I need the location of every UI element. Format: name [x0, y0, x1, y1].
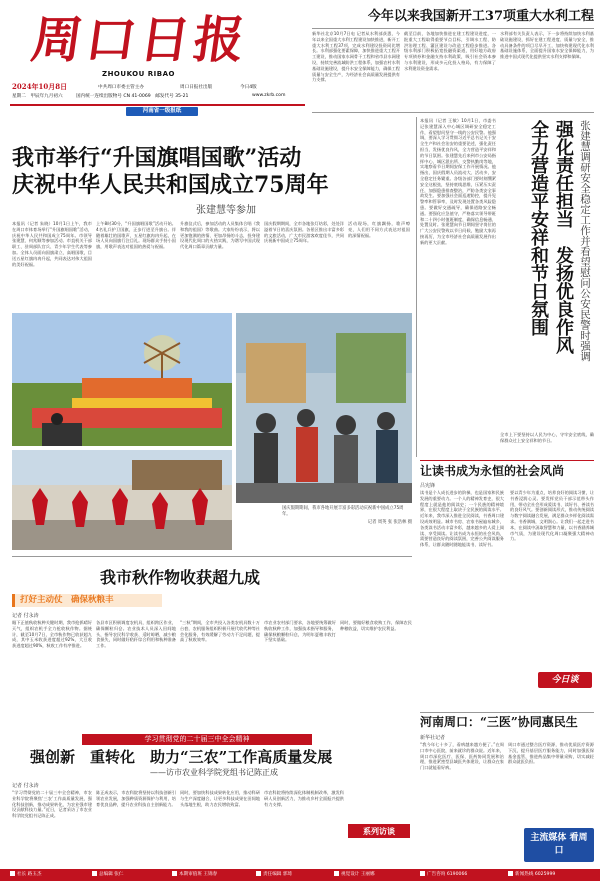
lead-photo-3 [12, 450, 232, 550]
top-right-col-1: 新华社北京10月7日电 记者从水利部获悉，今年以来全国重大水利工程建设加快推进，新开工重大水利工程37项，完成水利建设投资同比增长。水利部强化要素保障，加快推进重大工程开工建设，推动国家水网骨干工程和省市县水网建设，持续完善流域防洪工程体系，加强农村水利基础设施建设，提升水安全保障能力，确保工程质量与安全生产，为经济社会高质量发展提供有力支撑。 [312, 31, 400, 83]
footer-item-4: 责任编辑 郭琦 [256, 869, 292, 881]
footer-square-icon [172, 871, 177, 876]
henan-headline: 河南周口：“三医”协同惠民生 [420, 715, 578, 729]
lower-col-1: “学习贯彻党的二十届三中全会精神，市农业科学院将聚焦‘三农’工作高质量发展，强化科技创新，推动成果转化，为农业强市建设贡献科技力量。”近日，记者采访了市农业科学院党组书记陈正成。 [12, 790, 92, 819]
essay-byline: 吕宪锋 [420, 483, 436, 489]
right-vertical-headline-2: 全力营造平安祥和节日氛围 [528, 120, 549, 336]
right-col-text-2: 全市上下要坚持以人民为中心，守牢安全底线，确保群众过上安全祥和的节日。 [500, 432, 594, 443]
harvest-headline: 我市秋作物收获超九成 [100, 568, 261, 587]
harvest-banner-label: 打好主动仗 确保秋粮丰 [20, 595, 114, 605]
masthead-tag-3: 今日4版 [240, 85, 257, 90]
right-vertical-headline-1: 强化责任担当 发扬优良作风 [553, 120, 574, 354]
lead-col-3: 升旗仪式后，参加活动的人员集体合唱《我和我的祖国》等歌曲。大家纷纷表示，将以更加饱满的热情、更加昂扬的斗志，投身建设现代化周口的火热实践，为谱写中国式现代化周口篇章贡献力量。 [180, 221, 260, 250]
top-right-rule [312, 28, 594, 29]
harvest-byline: 记者 付永涛 [12, 613, 39, 619]
lead-col-5: 活动现场，红旗飘扬，歌声嘹亮，人们用不同方式表达对祖国的深情祝福。 [348, 221, 410, 238]
right-column-divider [416, 117, 417, 457]
harvest-col-2: 各县市区积极调度农机具，组织跨区作业，确保颗粒归仓。农业技术人员深入田间地头，指导农民科学收获、适时晾晒，减少粮食损失，同时做好秸秆综合利用和秋种准备工作。 [96, 620, 176, 649]
lead-byline: 张建慧等参加 [196, 205, 256, 216]
henan-byline: 新华社记者 [420, 735, 446, 741]
masthead-date: 2024年10月8日 [12, 82, 68, 91]
photo-crowd [236, 313, 412, 503]
lead-headline-1: 我市举行“升国旗唱国歌”活动 [12, 145, 302, 171]
henan-col-1: “我今年七十多了，看病越来越方便了。”在周口市中心医院，前来就诊的群众说。近年来，周口市深化医疗、医保、医药协同发展和治理，推进紧密型县域医共体建设，让群众在家门口就能看好病。 [420, 742, 504, 771]
lower-headline: 强创新 重转化 助力“三农”工作高质量发展 [30, 748, 333, 766]
lead-photo-credit: 记者 周英 张 张浩林 摄 [367, 520, 412, 525]
masthead-pinyin: ZHOUKOU RIBAO [102, 70, 175, 78]
lead-photo-2 [236, 313, 412, 503]
lead-col-2: 上午8时30分，“升国旗唱国歌”活动开始。4名礼兵护卫国旗，正步行进至升旗台。伴随着雄壮的国歌声，五星红旗冉冉升起，在场人员向国旗行注目礼。现场群众手持小国旗，用歌声表达对祖国的热爱与祝福。 [96, 221, 176, 250]
essay-col-2: 要以青少年为重点，培养良好的阅读习惯，让书香浸润心灵。要发挥党员干部示范带头作用，带动全社会形成爱读书、读好书、善读书的良好风气。要创新阅读形式，推动传统阅读与数字阅读融合发展，满足群众多样化阅读需求。书香满城，文明润心。让我们一起走进书本，在阅读中汲取智慧和力量，以书香涵养城市气质，为建设现代化周口凝聚强大精神动力。 [510, 490, 594, 542]
lower-byline: 记者 付永涛 [12, 783, 39, 789]
essay-headline: 让读书成为永恒的社会风尚 [420, 464, 565, 478]
lead-photo-1 [12, 313, 232, 446]
harvest-col-1: 眼下正值秋收秋种关键时期，我市抢抓晴好天气，组织农机手全力抢收秋作物。据统计，截至10月7日，全市秋作物已收获超九成，其中玉米收获进度超过92%，大豆收获进度超过90%，秋收工作有序推进。 [12, 620, 92, 649]
harvest-col-3: “三秋”期间，全市共投入各类农机具数十万台套，农机服务组织积极开展代收代种等社会化服务，有效缓解了劳动力不足问题，提高了秋收效率。 [180, 620, 260, 643]
masthead [10, 6, 305, 106]
lower-subhead: ——访市农业科学院党组书记陈正成 [150, 768, 278, 777]
footer-item-3: 本期审值班 王锦春 [172, 869, 217, 881]
masthead-weekday: 星期二 甲辰年九月初六 [12, 94, 63, 99]
essay-col-1: 读书是个人成长进步的阶梯，也是国家和民族发展的重要动力。一个人的精神发育史，很大程度上就是他的阅读史；一个民族的精神境界，在很大程度上取决于全民族的阅读水平。近年来，我市深入推进全民阅读，书香周口建设成效明显。城市书房、农家书屋遍布城乡，各类读书活动丰富多彩，越来越多的人爱上阅读、享受阅读。让读书成为永恒的社会风尚，需要营造良好的阅读氛围，完善公共阅读服务体系，让群众随时随地能读书、读好书。 [420, 490, 504, 548]
masthead-issn: 国内统一连续出版物号 CN 41-0069 邮发代号 35-21 [76, 94, 189, 99]
footer-item-2: 总编辑 张仁 [92, 869, 123, 881]
masthead-tag-2: 周口日报社出版 [180, 85, 213, 90]
footer-item-1: 社长 路玉杰 [10, 869, 41, 881]
top-right-col-3: 水利部有关负责人表示，下一步将持续加快水利基础设施建设，抓好在建工程进度、质量与安全，推动具备条件的项目尽早开工，加快构建现代化水利基础设施体系，全面提升国家水安全保障能力，为推进中国式现代化提供坚实水利支撑和保障。 [500, 31, 594, 60]
footer-square-icon [92, 871, 97, 876]
masthead-tag-1: 中共周口市委主管主办 [98, 85, 144, 90]
photo-dancers [12, 450, 232, 550]
top-right-col-2: 截至目前，各地加快推进在建工程建设进度，一批重大工程取得重要节点目标，引调水工程、防洪治理工程、灌区建设与改造工程稳步推进。各级水利部门积极拓宽投融资渠道，用好地方政府专项债券和金融支持水利政策，吸引社会资本参与水利建设，形成多元化投入格局，有力保障了水利建设资金需求。 [404, 31, 496, 71]
footer-item-7: 新闻热线 6025999 [508, 869, 555, 881]
series-tag-label: 系列访谈 [363, 826, 395, 836]
lower-col-3: 同时，要加快科技成果转化应用，推动科研与生产深度融合，让更多科技成果在田间地头落地生根，助力农民增收致富。 [180, 790, 260, 807]
badge-label: 河南省一级报纸 [142, 108, 182, 114]
lower-kicker: 学习贯彻党的二十届三中全会精神 [144, 735, 250, 743]
harvest-col-4: 市农业农村部门要求，各地要统筹做好秋收秋种工作，加强技术指导和服务，确保秋粮颗粒归仓，为明年夏粮丰收打下坚实基础。 [264, 620, 336, 643]
lead-col-4: 国庆假期期间，全市各地张灯结彩，处处洋溢着节日的喜庆氛围。各景区推出丰富多彩的文旅活动，广大市民游客欢度佳节，共同庆祝新中国成立75周年。 [264, 221, 344, 244]
ad-label: 主流媒体 看周口 [530, 833, 588, 856]
essay-rule [420, 460, 594, 461]
photo-flower-garden [12, 313, 232, 446]
footer-bar [0, 869, 600, 881]
footer-square-icon [334, 871, 339, 876]
masthead-title: 周口日报 [27, 10, 253, 69]
lower-col-4: 市农科院将持续深化体制机制改革，激发科研人员创新活力，为推动乡村全面振兴提供有力支撑。 [264, 790, 344, 807]
harvest-rule [12, 556, 412, 557]
lower-col-2: 陈正成表示，市农科院将坚持以科技创新引领农业发展，加强种质资源保护与利用，培育优良品种，提升农业科技自主创新能力。 [96, 790, 176, 807]
harvest-col-5: 同时，要做好粮食收购工作，保障农民种粮收益，切实维护农民利益。 [340, 620, 412, 631]
footer-square-icon [420, 871, 425, 876]
henan-col-2: 周口市通过整合医疗资源，推动优质医疗资源下沉，提升基层医疗服务能力，同时加强医保基金监管，推进药品集中带量采购，切实减轻群众就医负担。 [508, 742, 594, 765]
right-col-text-1: 本报讯（记者 王敏）10月1日，市委书记张建慧深入中心城区调研安全稳定工作，看望慰问坚守一线的公安民警。他强调，要深入学习贯彻习近平总书记关于安全生产和社会治安的重要论述，强化责任担当，发扬优良作风，全力营造平安祥和的节日氛围。张建慧先后来到市公安局指挥中心、城区派出所、交警执勤岗等地，实地察看节日期间安保工作开展情况。他指出，国庆假期人员流动大、活动多，安全稳定任务繁重。各级各部门要时刻绷紧安全这根弦，坚持底线思维，压紧压实责任，加强隐患排查整治，严防各类安全事故发生。要加强社会面巡逻防控，提升见警率和管事率，及时发现处置各类风险隐患。要做好交通疏导，确保道路安全畅通。要强化应急值守，严格落实领导带班和二十四小时值班制度，确保信息畅通、处置及时。张建慧向节日期间坚守岗位的广大公安民警致以节日问候，勉励大家再接再厉，为全市经济社会高质量发展作出新的更大贡献。 [420, 118, 496, 245]
masthead-site: www.zkrb.com [252, 93, 286, 98]
lead-photo-caption: 国庆假期期间，我市各地开展丰富多彩活动庆祝新中国成立75周年。 [282, 506, 404, 517]
top-right-headline: 今年以来我国新开工37项重大水利工程 [367, 9, 594, 24]
masthead-rule [10, 104, 305, 106]
footer-item-6: 广告咨询 6190066 [420, 869, 467, 881]
essay-tag-label: 今日谈 [551, 675, 579, 685]
lead-headline-2: 庆祝中华人民共和国成立75周年 [12, 172, 329, 198]
henan-rule [420, 712, 594, 713]
right-vertical-sub: 张建慧调研安全稳定工作并看望慰问公安民警时强调 [579, 120, 591, 362]
footer-item-5: 视觉设计 王丽娜 [334, 869, 375, 881]
top-section-rule [312, 112, 594, 113]
lead-col-1: 本报讯（记者 朱晓）10月1日上午，我市在周口市体育场举行“升国旗唱国歌”活动，庆祝中华人民共和国成立75周年。市领导张建慧、何兆顺等参加活动。市直机关干部职工、驻周部队官兵、青少年学生代表等参加。全体人员面向国旗肃立，高唱国歌，目送五星红旗冉冉升起，共同表达对伟大祖国的美好祝福。 [12, 221, 92, 267]
footer-square-icon [508, 871, 513, 876]
footer-square-icon [10, 871, 15, 876]
footer-square-icon [256, 871, 261, 876]
